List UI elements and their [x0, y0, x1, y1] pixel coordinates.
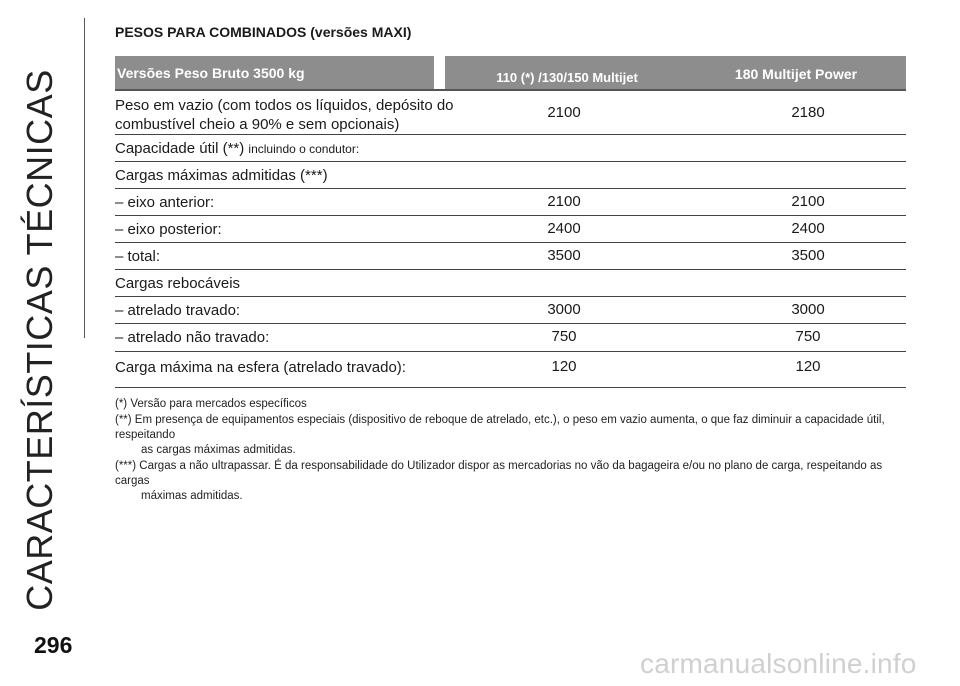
table-title: PESOS PARA COMBINADOS (versões MAXI) [115, 24, 412, 40]
row-value-1: 2400 [547, 220, 581, 237]
row-value-1: 2100 [547, 104, 581, 121]
footnote-2: (**) Em presença de equipamentos especiais (dispositivo de reboque de atrelado, etc.), o peso em vazio aumenta, o que faz diminuir a capacidade útil, respeitando as cargas máximas admitidas. [115, 414, 885, 456]
table-row [115, 297, 906, 324]
row-label: Cargas máximas admitidas (***) [115, 167, 328, 184]
table-row [115, 91, 906, 135]
header-label: Versões Peso Bruto 3500 kg [117, 65, 305, 81]
row-value-1: 2100 [547, 193, 581, 210]
row-value-2: 750 [795, 328, 821, 345]
header-cell-multijet [445, 56, 689, 89]
footnotes [115, 397, 906, 505]
table-header [115, 56, 906, 89]
row-value-1: 120 [551, 358, 577, 375]
row-label: Capacidade útil (**) incluindo o condutor: [115, 140, 360, 157]
row-label: Cargas rebocáveis [115, 275, 241, 292]
watermark: carmanualsonline.info [640, 648, 917, 679]
header-cell-version [115, 56, 434, 89]
table-row [115, 189, 906, 216]
side-section-title: CARACTERÍSTICAS TÉCNICAS [19, 69, 60, 611]
footnote-1: (*) Versão para mercados específicos [115, 398, 307, 410]
row-value-1: 3000 [547, 301, 581, 318]
row-label: – atrelado não travado: [115, 329, 270, 346]
row-label: – eixo anterior: [115, 194, 215, 211]
table-row [115, 270, 906, 297]
footnote-3: (***) Cargas a não ultrapassar. É da responsabilidade do Utilizador dispor as mercadorias no vão da bagageira e/ou no plano de carga, respeitando as cargas máximas admitidas. [115, 460, 883, 502]
table-row [115, 216, 906, 243]
header-label: 180 Multijet Power [734, 66, 858, 82]
row-value-2: 120 [795, 358, 821, 375]
row-value-2: 3000 [791, 301, 825, 318]
row-value-1: 750 [551, 328, 577, 345]
row-value-1: 3500 [547, 247, 581, 264]
header-label: 110 (*) /130/150 Multijet [496, 70, 638, 85]
row-label: Peso em vazio (com todos os líquidos, depósito do combustível cheio a 90% e sem opcionais) [115, 97, 454, 133]
table-row [115, 352, 906, 388]
row-value-2: 2100 [791, 193, 825, 210]
row-label: Carga máxima na esfera (atrelado travado): [115, 359, 406, 376]
row-value-2: 2180 [791, 104, 825, 121]
side-divider [84, 18, 85, 338]
table-row [115, 162, 906, 189]
row-value-2: 3500 [791, 247, 825, 264]
row-label: – atrelado travado: [115, 302, 241, 319]
header-cell-power [686, 56, 906, 89]
row-label: – total: [115, 248, 161, 265]
page-number: 296 [34, 632, 73, 658]
table-row [115, 324, 906, 352]
row-value-2: 2400 [791, 220, 825, 237]
row-label: – eixo posterior: [115, 221, 222, 238]
table-row [115, 243, 906, 270]
table-row [115, 135, 906, 162]
